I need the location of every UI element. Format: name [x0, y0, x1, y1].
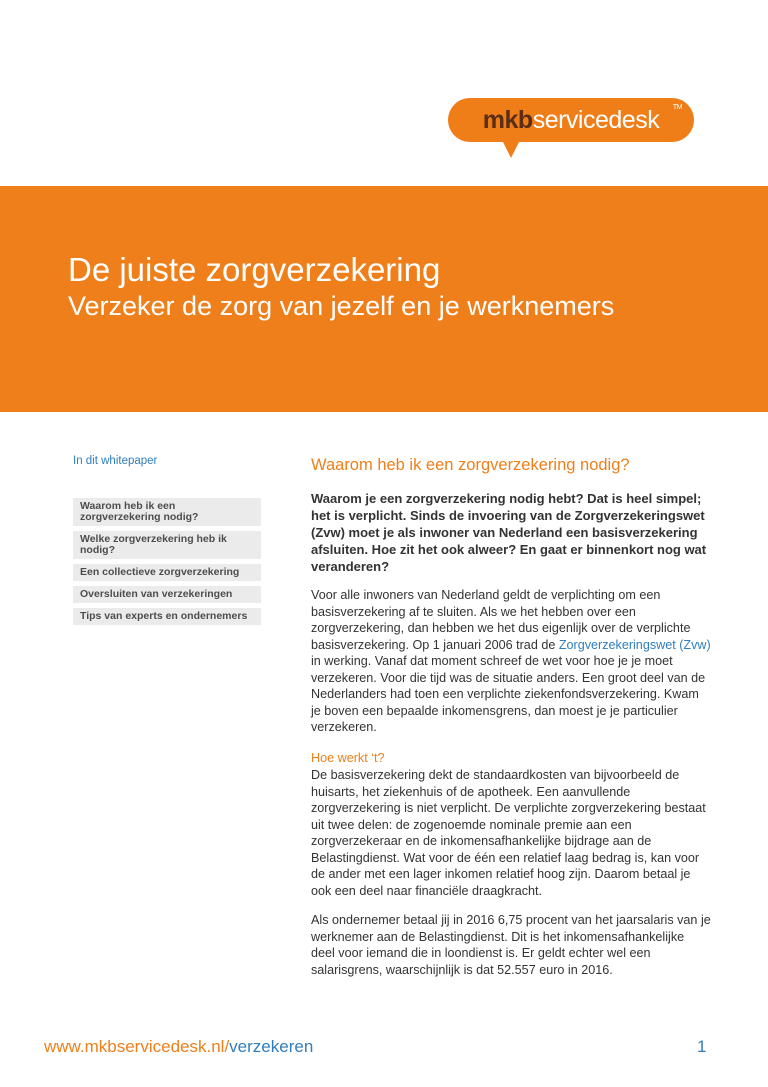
toc-title: In dit whitepaper	[73, 455, 158, 467]
paragraph-2: De basisverzekering dekt de standaardkosten van bijvoorbeeld de huisarts, het ziekenhuis of de apotheek. Een aanvullende zorgverzekering is niet verplicht. De verplichte zorgverzekering bestaat uit twee delen: de zogenoemde nominale premie aan een zorgverzekeraar en de inkomensafhankelijke bijdrage aan de Belastingdienst. Wat voor de één een relatief laag bedrag is, kan voor de ander met een lager inkomen relatief hoog zijn. Daarom betaal je ook een deel naar financiële draagkracht.	[311, 768, 706, 898]
paragraph-3: Als ondernemer betaal jij in 2016 6,75 procent van het jaarsalaris van je werknemer aan de Belastingdienst. Dit is het inkomensafhankelijke deel voor iemand die in loondienst is. Er geldt echter wel een salarisgrens, waarschijnlijk is dat 52.557 euro in 2016.	[311, 913, 711, 977]
page-title: De juiste zorgverzekering	[68, 251, 441, 288]
logo-speech-tail	[502, 140, 520, 158]
logo-servicedesk: servicedesk	[532, 105, 660, 134]
footer-url-path: verzekeren	[229, 1037, 314, 1056]
footer-url-domain: www.mkbservicedesk.nl/	[44, 1037, 230, 1056]
page-number: 1	[697, 1037, 707, 1056]
toc-item-collectieve[interactable]: Een collectieve zorgverzekering	[73, 564, 261, 581]
page-subtitle: Verzeker de zorg van jezelf en je werknemers	[68, 291, 615, 321]
subheading-hoe-werkt: Hoe werkt ‘t?	[311, 751, 385, 765]
mkbservicedesk-logo[interactable]	[448, 98, 694, 142]
section-heading: Waarom heb ik een zorgverzekering nodig?	[311, 456, 630, 474]
toc-item-waarom[interactable]: Waarom heb ik een zorgverzekering nodig?	[73, 498, 261, 526]
toc-item-welke[interactable]: Welke zorgverzekering heb ik nodig?	[73, 531, 261, 559]
zvw-link[interactable]: Zorgverzekeringswet (Zvw)	[558, 637, 711, 652]
toc-item-oversluiten[interactable]: Oversluiten van verzekeringen	[73, 586, 261, 603]
table-of-contents	[73, 498, 261, 625]
logo-mkb: mkb	[482, 105, 533, 134]
toc-item-tips[interactable]: Tips van experts en ondernemers	[73, 608, 261, 625]
footer-url-link[interactable]	[44, 1037, 313, 1057]
paragraph-1-end: in werking. Vanaf dat moment schreef de wet voor hoe je je moet verzekeren. Voor die tijd was de situatie anders. Een groot deel van de Nederlanders had toen een verplichte ziekenfondsverzekering. Kwam je boven een bepaalde inkomensgrens, dan moest je je particulier verzekeren.	[311, 654, 706, 734]
paragraph-1	[311, 587, 711, 736]
lead-paragraph: Waarom je een zorgverzekering nodig hebt? Dat is heel simpel; het is verplicht. Sinds de invoering van de Zorgverzekeringswet (Zvw) moet je als inwoner van Nederland een basisverzekering afsluiten. Hoe zit het ook alweer? En gaat er binnenkort nog wat veranderen?	[311, 491, 707, 574]
paragraph-1-start: Voor alle inwoners van Nederland geldt de verplichting om een basisverzekering af te sluiten. Als we het hebben over een zorgverzekering, dan hebben we het dus eigenlijk over de verplichte basisverzekering. Op 1 januari 2006 trad de	[311, 588, 691, 652]
logo-trademark: TM	[672, 104, 682, 111]
